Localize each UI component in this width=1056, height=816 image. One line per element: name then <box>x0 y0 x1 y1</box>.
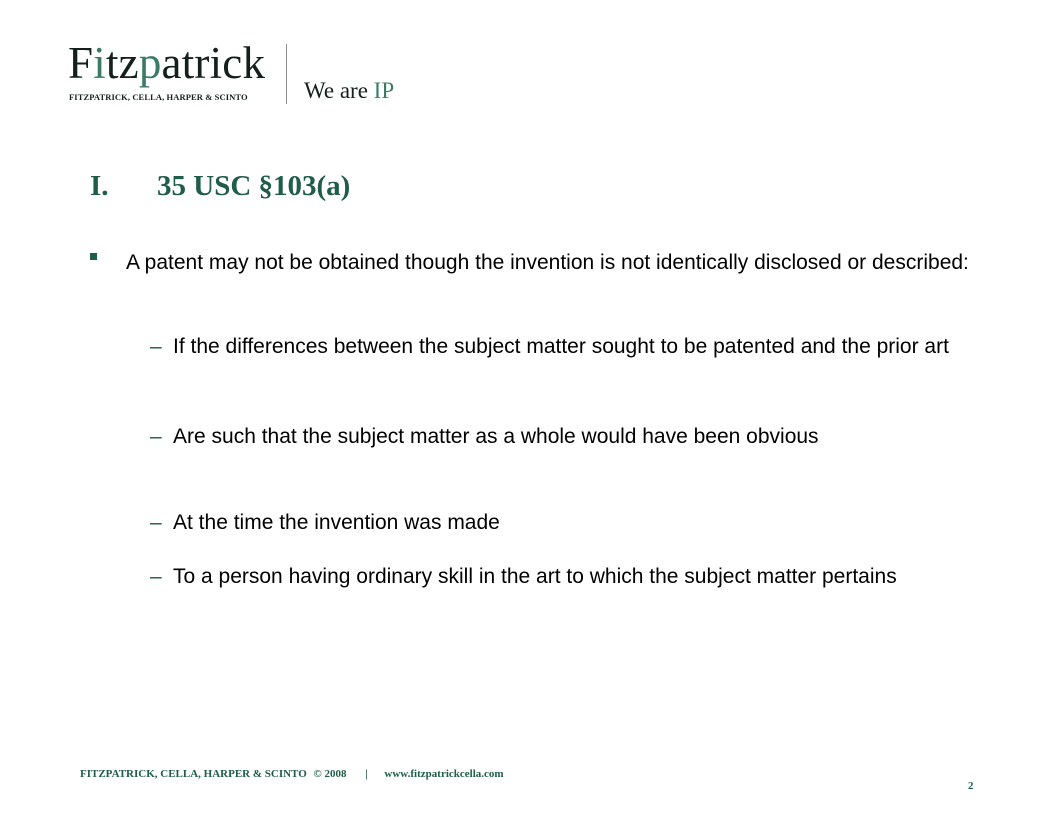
slide-title <box>90 168 350 204</box>
logo-tagline-accent: IP <box>373 78 395 103</box>
page-number: 2 <box>968 780 974 792</box>
sub-bullet-text: At the time the invention was made <box>173 511 500 534</box>
dash-icon: – <box>150 565 162 588</box>
sub-bullet-text: Are such that the subject matter as a whole would have been obvious <box>173 425 819 448</box>
dash-icon: – <box>150 425 162 448</box>
firm-logo <box>68 38 408 108</box>
logo-letter-accent: p <box>138 38 162 88</box>
logo-tagline-prefix: We are <box>304 78 374 103</box>
logo-letter: atrick <box>161 38 266 88</box>
dash-icon: – <box>150 335 162 358</box>
logo-wordmark <box>68 38 265 88</box>
logo-subtitle: FITZPATRICK, CELLA, HARPER & SCINTO <box>69 92 248 102</box>
footer-copyright: © 2008 <box>313 768 347 780</box>
slide-title-number: I. <box>90 170 109 202</box>
dash-icon: – <box>150 511 162 534</box>
logo-letter: tz <box>105 38 139 88</box>
logo-letter-accent: i <box>93 38 106 88</box>
logo-divider <box>286 44 287 104</box>
logo-tagline <box>304 78 394 104</box>
slide-title-text: 35 USC §103(a) <box>157 170 351 202</box>
sub-bullet-text: To a person having ordinary skill in the art to which the subject matter pertains <box>173 565 897 588</box>
sub-bullet-text: If the differences between the subject matter sought to be patented and the prior art <box>173 335 949 358</box>
main-bullet-text: A patent may not be obtained though the invention is not identically disclosed or described: <box>126 251 969 274</box>
footer-separator: | <box>365 768 368 780</box>
footer-url[interactable]: www.fitzpatrickcella.com <box>384 768 504 780</box>
square-bullet-icon <box>90 253 97 260</box>
footer <box>80 768 508 780</box>
footer-firm: FITZPATRICK, CELLA, HARPER & SCINTO <box>80 768 307 780</box>
logo-letter: F <box>68 38 94 88</box>
